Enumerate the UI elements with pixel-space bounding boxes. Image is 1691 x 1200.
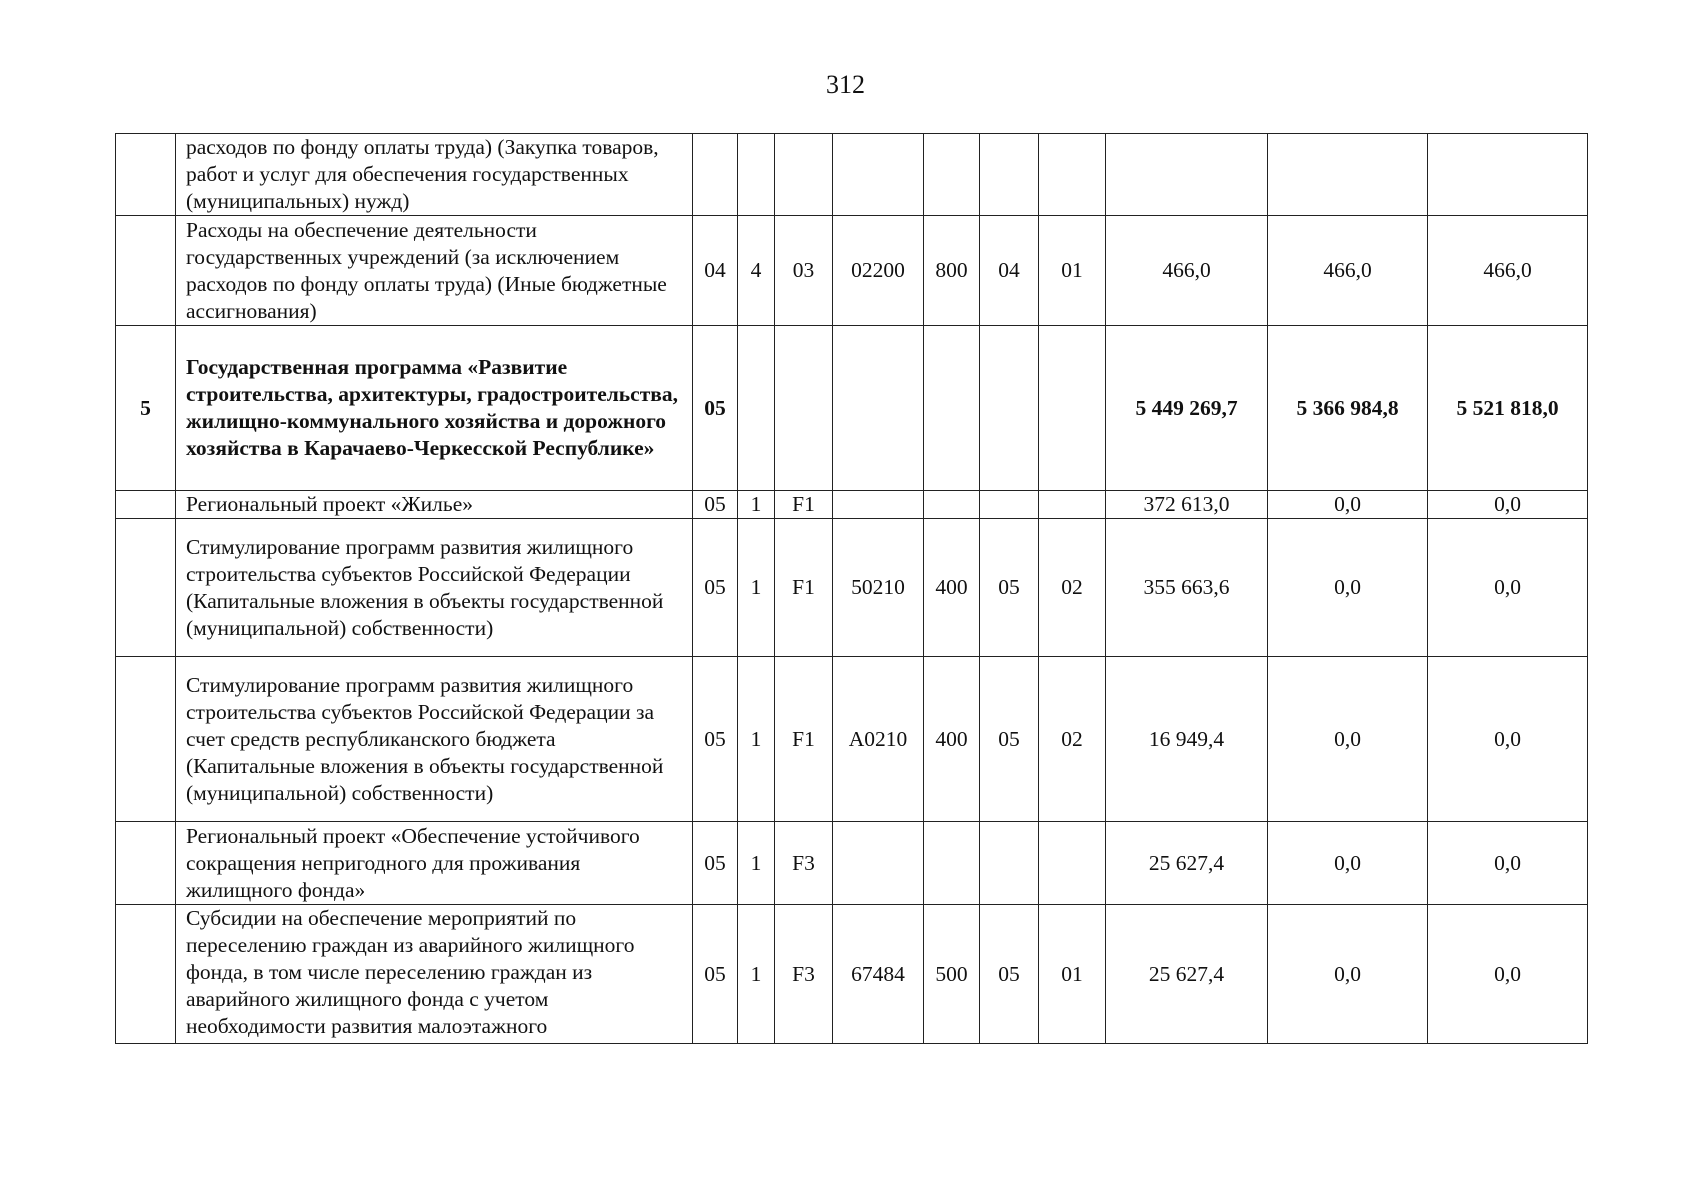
row-number xyxy=(116,134,176,216)
amount-cell: 25 627,4 xyxy=(1106,905,1268,1044)
code-cell xyxy=(738,134,775,216)
code-cell xyxy=(924,326,980,491)
table-row xyxy=(116,491,1588,519)
amount-cell: 0,0 xyxy=(1268,822,1428,905)
amount-cell: 0,0 xyxy=(1268,905,1428,1044)
code-cell: F1 xyxy=(775,519,833,657)
code-cell xyxy=(980,491,1039,519)
table-row xyxy=(116,216,1588,326)
code-cell: F1 xyxy=(775,657,833,822)
table-row xyxy=(116,134,1588,216)
code-cell: 05 xyxy=(693,822,738,905)
code-cell: 1 xyxy=(738,905,775,1044)
amount-cell: 0,0 xyxy=(1428,657,1588,822)
code-cell xyxy=(738,326,775,491)
code-cell: 67484 xyxy=(833,905,924,1044)
table-row xyxy=(116,822,1588,905)
row-description: Региональный проект «Обеспечение устойчивого сокращения непригодного для проживания жилищного фонда» xyxy=(176,822,693,905)
row-description: Субсидии на обеспечение мероприятий по переселению граждан из аварийного жилищного фонда, в том числе переселению граждан из аварийного жилищного фонда с учетом необходимости развития малоэтажного xyxy=(176,905,693,1044)
code-cell xyxy=(980,822,1039,905)
row-description: Государственная программа «Развитие строительства, архитектуры, градостроительства, жилищно-коммунального хозяйства и дорожного хозяйства в Карачаево-Черкесской Республике» xyxy=(176,326,693,491)
row-description: расходов по фонду оплаты труда) (Закупка товаров, работ и услуг для обеспечения государственных (муниципальных) нужд) xyxy=(176,134,693,216)
amount-cell: 0,0 xyxy=(1268,491,1428,519)
amount-cell: 25 627,4 xyxy=(1106,822,1268,905)
code-cell xyxy=(1039,491,1106,519)
code-cell xyxy=(924,822,980,905)
code-cell xyxy=(1039,822,1106,905)
code-cell: 01 xyxy=(1039,216,1106,326)
code-cell: 50210 xyxy=(833,519,924,657)
amount-cell: 0,0 xyxy=(1428,519,1588,657)
row-number xyxy=(116,822,176,905)
row-number xyxy=(116,519,176,657)
amount-cell: 0,0 xyxy=(1428,491,1588,519)
code-cell: 02 xyxy=(1039,657,1106,822)
budget-table xyxy=(115,133,1588,1044)
amount-cell: 0,0 xyxy=(1428,905,1588,1044)
row-description: Региональный проект «Жилье» xyxy=(176,491,693,519)
code-cell: 05 xyxy=(980,905,1039,1044)
code-cell: 01 xyxy=(1039,905,1106,1044)
table-row xyxy=(116,519,1588,657)
code-cell: 05 xyxy=(693,657,738,822)
row-number xyxy=(116,657,176,822)
table-row xyxy=(116,657,1588,822)
amount-cell: 16 949,4 xyxy=(1106,657,1268,822)
row-number xyxy=(116,216,176,326)
code-cell xyxy=(693,134,738,216)
code-cell xyxy=(1039,326,1106,491)
amount-cell: 355 663,6 xyxy=(1106,519,1268,657)
code-cell: 04 xyxy=(980,216,1039,326)
amount-cell: 466,0 xyxy=(1106,216,1268,326)
row-description: Стимулирование программ развития жилищного строительства субъектов Российской Федерации за счет средств республиканского бюджета (Капитальные вложения в объекты государственной (муниципальной) собственности) xyxy=(176,657,693,822)
page-number: 312 xyxy=(826,70,865,99)
amount-cell: 0,0 xyxy=(1428,822,1588,905)
code-cell: 1 xyxy=(738,657,775,822)
code-cell: 05 xyxy=(980,519,1039,657)
amount-cell: 0,0 xyxy=(1268,657,1428,822)
code-cell: F3 xyxy=(775,822,833,905)
code-cell: 02200 xyxy=(833,216,924,326)
code-cell: 400 xyxy=(924,657,980,822)
code-cell xyxy=(924,134,980,216)
code-cell: 04 xyxy=(693,216,738,326)
code-cell: 1 xyxy=(738,519,775,657)
code-cell xyxy=(924,491,980,519)
amount-cell: 5 521 818,0 xyxy=(1428,326,1588,491)
code-cell: 05 xyxy=(980,657,1039,822)
row-description: Стимулирование программ развития жилищного строительства субъектов Российской Федерации (Капитальные вложения в объекты государственной (муниципальной) собственности) xyxy=(176,519,693,657)
code-cell xyxy=(980,326,1039,491)
code-cell: 800 xyxy=(924,216,980,326)
code-cell xyxy=(833,822,924,905)
row-number: 5 xyxy=(116,326,176,491)
amount-cell: 5 366 984,8 xyxy=(1268,326,1428,491)
amount-cell: 372 613,0 xyxy=(1106,491,1268,519)
table-row xyxy=(116,905,1588,1044)
amount-cell: 5 449 269,7 xyxy=(1106,326,1268,491)
code-cell: 05 xyxy=(693,491,738,519)
amount-cell: 466,0 xyxy=(1268,216,1428,326)
code-cell xyxy=(833,491,924,519)
code-cell: 02 xyxy=(1039,519,1106,657)
code-cell: 400 xyxy=(924,519,980,657)
row-number xyxy=(116,905,176,1044)
code-cell xyxy=(980,134,1039,216)
code-cell xyxy=(833,326,924,491)
amount-cell xyxy=(1106,134,1268,216)
code-cell xyxy=(775,134,833,216)
row-description: Расходы на обеспечение деятельности государственных учреждений (за исключением расходов по фонду оплаты труда) (Иные бюджетные ассигнования) xyxy=(176,216,693,326)
code-cell: 1 xyxy=(738,822,775,905)
code-cell xyxy=(1039,134,1106,216)
code-cell: 05 xyxy=(693,326,738,491)
code-cell xyxy=(775,326,833,491)
code-cell: 4 xyxy=(738,216,775,326)
amount-cell: 0,0 xyxy=(1268,519,1428,657)
code-cell: 05 xyxy=(693,905,738,1044)
code-cell: F3 xyxy=(775,905,833,1044)
code-cell: F1 xyxy=(775,491,833,519)
table-row-program xyxy=(116,326,1588,491)
code-cell: 500 xyxy=(924,905,980,1044)
code-cell xyxy=(833,134,924,216)
row-number xyxy=(116,491,176,519)
amount-cell: 466,0 xyxy=(1428,216,1588,326)
amount-cell xyxy=(1428,134,1588,216)
amount-cell xyxy=(1268,134,1428,216)
code-cell: 1 xyxy=(738,491,775,519)
code-cell: 05 xyxy=(693,519,738,657)
code-cell: A0210 xyxy=(833,657,924,822)
code-cell: 03 xyxy=(775,216,833,326)
